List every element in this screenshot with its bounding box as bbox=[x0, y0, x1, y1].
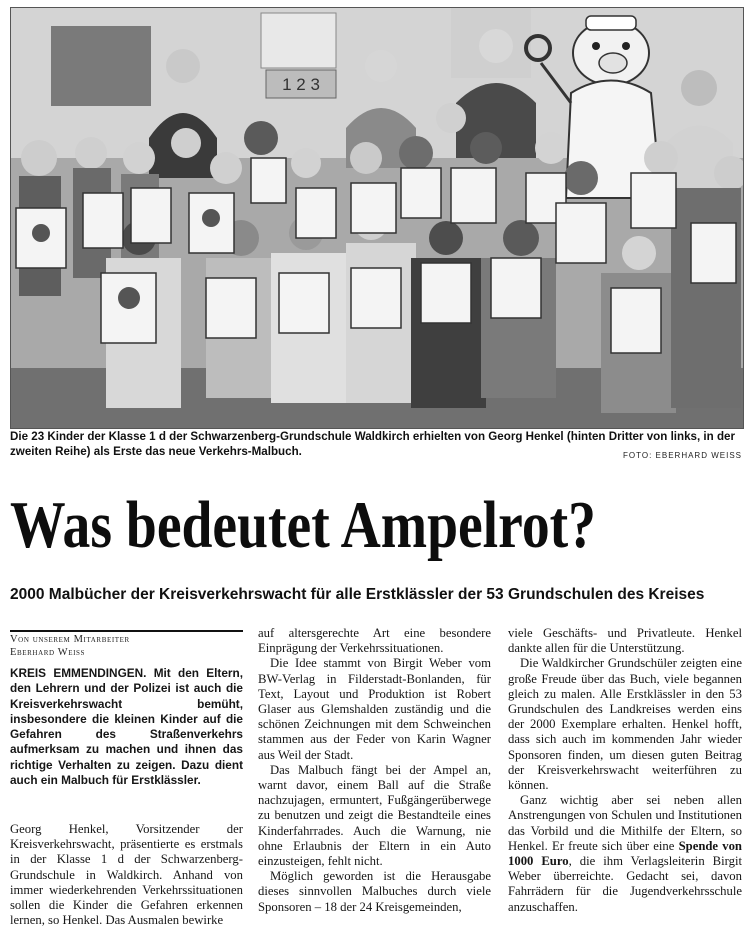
paragraph: Möglich geworden ist die Herausgabe dieses sinnvollen Malbuches durch viele Sponsoren – 18 der 24 Kreisgemeinden, bbox=[258, 869, 491, 914]
article-subheadline: 2000 Malbücher der Kreisverkehrswacht für alle Erstklässler der 53 Grundschulen des Kreises bbox=[10, 586, 705, 603]
class-photo bbox=[10, 7, 744, 429]
byline-role: Von unserem Mitarbeiter bbox=[10, 634, 130, 645]
lead-text: Mit den Eltern, den Lehrern und der Polizei ist auch die Kreisverkehrswacht bemüht, insbesondere die kleinen Kinder auf die Gefahren des Straßenverkehrs aufmerksam zu machen und ihnen das richtige Verhalten zu zeigen. Dazu dient auch ein Malbuch für Erstklässler. bbox=[10, 666, 243, 788]
byline bbox=[10, 634, 245, 659]
dateline: KREIS EMMENDINGEN. bbox=[10, 666, 147, 680]
article-lead bbox=[10, 666, 243, 788]
class-sign bbox=[266, 70, 336, 98]
donation-highlight: Spende von 1000 Euro bbox=[508, 838, 742, 869]
column-2 bbox=[258, 626, 491, 915]
paragraph bbox=[508, 793, 742, 915]
byline-rule bbox=[10, 630, 243, 632]
paragraph: Georg Henkel, Vorsitzender der Kreisverkehrswacht, präsentierte es erstmals in der Klasse 1 d der Schwarzenberg-Grundschule in Waldkirch. Anhand von immer wiederkehrenden Verkehrssituationen sollen die Kinder die Gefahren erkennen lernen, so Henkel. Das Ausmalen bewirke bbox=[10, 822, 243, 928]
paragraph: Die Waldkircher Grundschüler zeigten eine große Freude über das Buch, viele begannen gleich zu malen. Alle Erstklässler in den 53 Grundschulen des Landkreises werden eins der 2000 Exemplare erhalten. Henkel hofft, dass sich auch im kommenden Jahr wieder Sponsoren finden, um diesen guten Beitrag der Kreisverkehrswacht weiterführen zu können. bbox=[508, 656, 742, 793]
paragraph: viele Geschäfts- und Privatleute. Henkel dankte allen für die Unterstützung. bbox=[508, 626, 742, 656]
paragraph: Das Malbuch fängt bei der Ampel an, warnt davor, einem Ball auf die Straße nachzujagen, ermuntert, Fußgängerüberwege zu benutzen und zeigt die Bestandteile eines Kinderfahrrades. Auch die Warnung, nie ohne Erlaubnis der Eltern in ein Auto einzusteigen, fehlt nicht. bbox=[258, 762, 491, 869]
paragraph-part: Ganz wichtig aber sei neben allen Anstrengungen von Schulen und Institutionen das Vorbild und die Mithilfe der Eltern, so Henkel. Er freute sich über eine bbox=[508, 793, 742, 853]
photo-credit: FOTO: EBERHARD WEISS bbox=[623, 451, 742, 460]
article-headline: Was bedeutet Ampelrot? bbox=[10, 488, 596, 562]
photo-caption: Die 23 Kinder der Klasse 1 d der Schwarzenberg-Grundschule Waldkirch erhielten von Georg Henkel (hinten Dritter von links, in der zweiten Reihe) als Erste das neue Verkehrs-Malbuch. bbox=[10, 430, 735, 458]
paragraph: Die Idee stammt von Birgit Weber vom BW-Verlag in Filderstadt-Bonlanden, für Text, Layout und Produktion ist Robert Glaser aus Glemshalden zuständig und die schönen Zeichnungen mit dem Schweinchen stammen aus der Feder von Karin Wagner aus Weil der Stadt. bbox=[258, 656, 491, 762]
column-1 bbox=[10, 822, 243, 928]
column-3 bbox=[508, 626, 742, 915]
class-photo-illustration bbox=[11, 8, 743, 428]
paragraph-part: , die ihm Verlagsleiterin Birgit Weber überreichte. Gedacht sei, davon Fahrrädern für die Jugendverkehrsschule anzuschaffen. bbox=[508, 854, 742, 914]
paragraph: auf altersgerechte Art eine besondere Einprägung der Verkehrssituationen. bbox=[258, 626, 491, 656]
byline-author: Eberhard Weiss bbox=[10, 646, 86, 658]
wall-picture bbox=[51, 26, 151, 106]
svg-text:1 2 3: 1 2 3 bbox=[282, 75, 320, 94]
